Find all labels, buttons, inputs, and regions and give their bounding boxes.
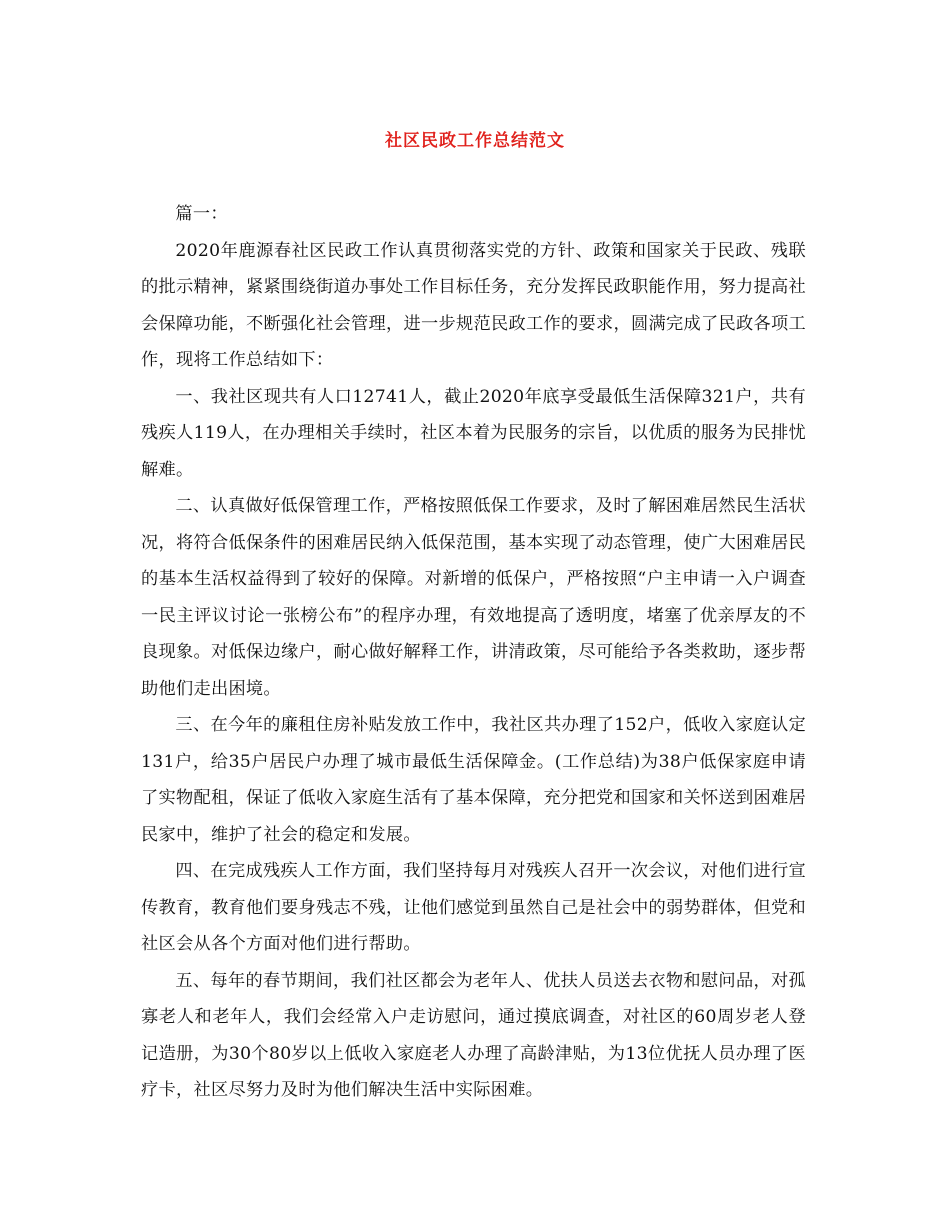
paragraph-item-2: 二、认真做好低保管理工作，严格按照低保工作要求，及时了解困难居然民生活状况，将符合低保条件的困难居民纳入低保范围，基本实现了动态管理，使广大困难居民的基本生活权益得到了较好的保障。对新增的低保户，严格按照“户主申请一入户调查一民主评议讨论一张榜公布”的程序办理，有效地提高了透明度，堵塞了优亲厚友的不良现象。对低保边缘户，耐心做好解释工作，讲清政策，尽可能给予各类救助，逐步帮助他们走出困境。	[141, 496, 806, 699]
paragraph-item-4: 四、在完成残疾人工作方面，我们坚持每月对残疾人召开一次会议，对他们进行宣传教育，教育他们要身残志不残，让他们感觉到虽然自己是社会中的弱势群体，但党和社区会从各个方面对他们进行帮助。	[141, 861, 806, 954]
document-title: 社区民政工作总结范文	[385, 131, 565, 151]
paragraph-item-1: 一、我社区现共有人口12741人，截止2020年底享受最低生活保障321户，共有残疾人119人，在办理相关手续时，社区本着为民服务的宗旨，以优质的服务为民排忧解难。	[141, 386, 806, 480]
paragraph-item-3: 三、在今年的廉租住房补贴发放工作中，我社区共办理了152户，低收入家庭认定131户，给35户居民户办理了城市最低生活保障金。(工作总结)为38户低保家庭申请了实物配租，保证了低收入家庭生活有了基本保障，充分把党和国家和关怀送到困难居民家中，维护了社会的稳定和发展。	[141, 715, 806, 845]
paragraph-item-5: 五、每年的春节期间，我们社区都会为老年人、优扶人员送去衣物和慰问品，对孤寡老人和老年人，我们会经常入户走访慰问，通过摸底调查，对社区的60周岁老人登记造册，为30个80岁以上低收入家庭老人办理了高龄津贴，为13位优抚人员办理了医疗卡，社区尽努力及时为他们解决生活中实际困难。	[141, 970, 806, 1100]
paragraph-section-label: 篇一：	[175, 204, 228, 224]
paragraph-intro: 2020年鹿源春社区民政工作认真贯彻落实党的方针、政策和国家关于民政、残联的批示精神，紧紧围绕街道办事处工作目标任务，充分发挥民政职能作用，努力提高社会保障功能，不断强化社会管理，进一步规范民政工作的要求，圆满完成了民政各项工作，现将工作总结如下：	[141, 240, 806, 370]
document-body	[141, 196, 806, 1109]
